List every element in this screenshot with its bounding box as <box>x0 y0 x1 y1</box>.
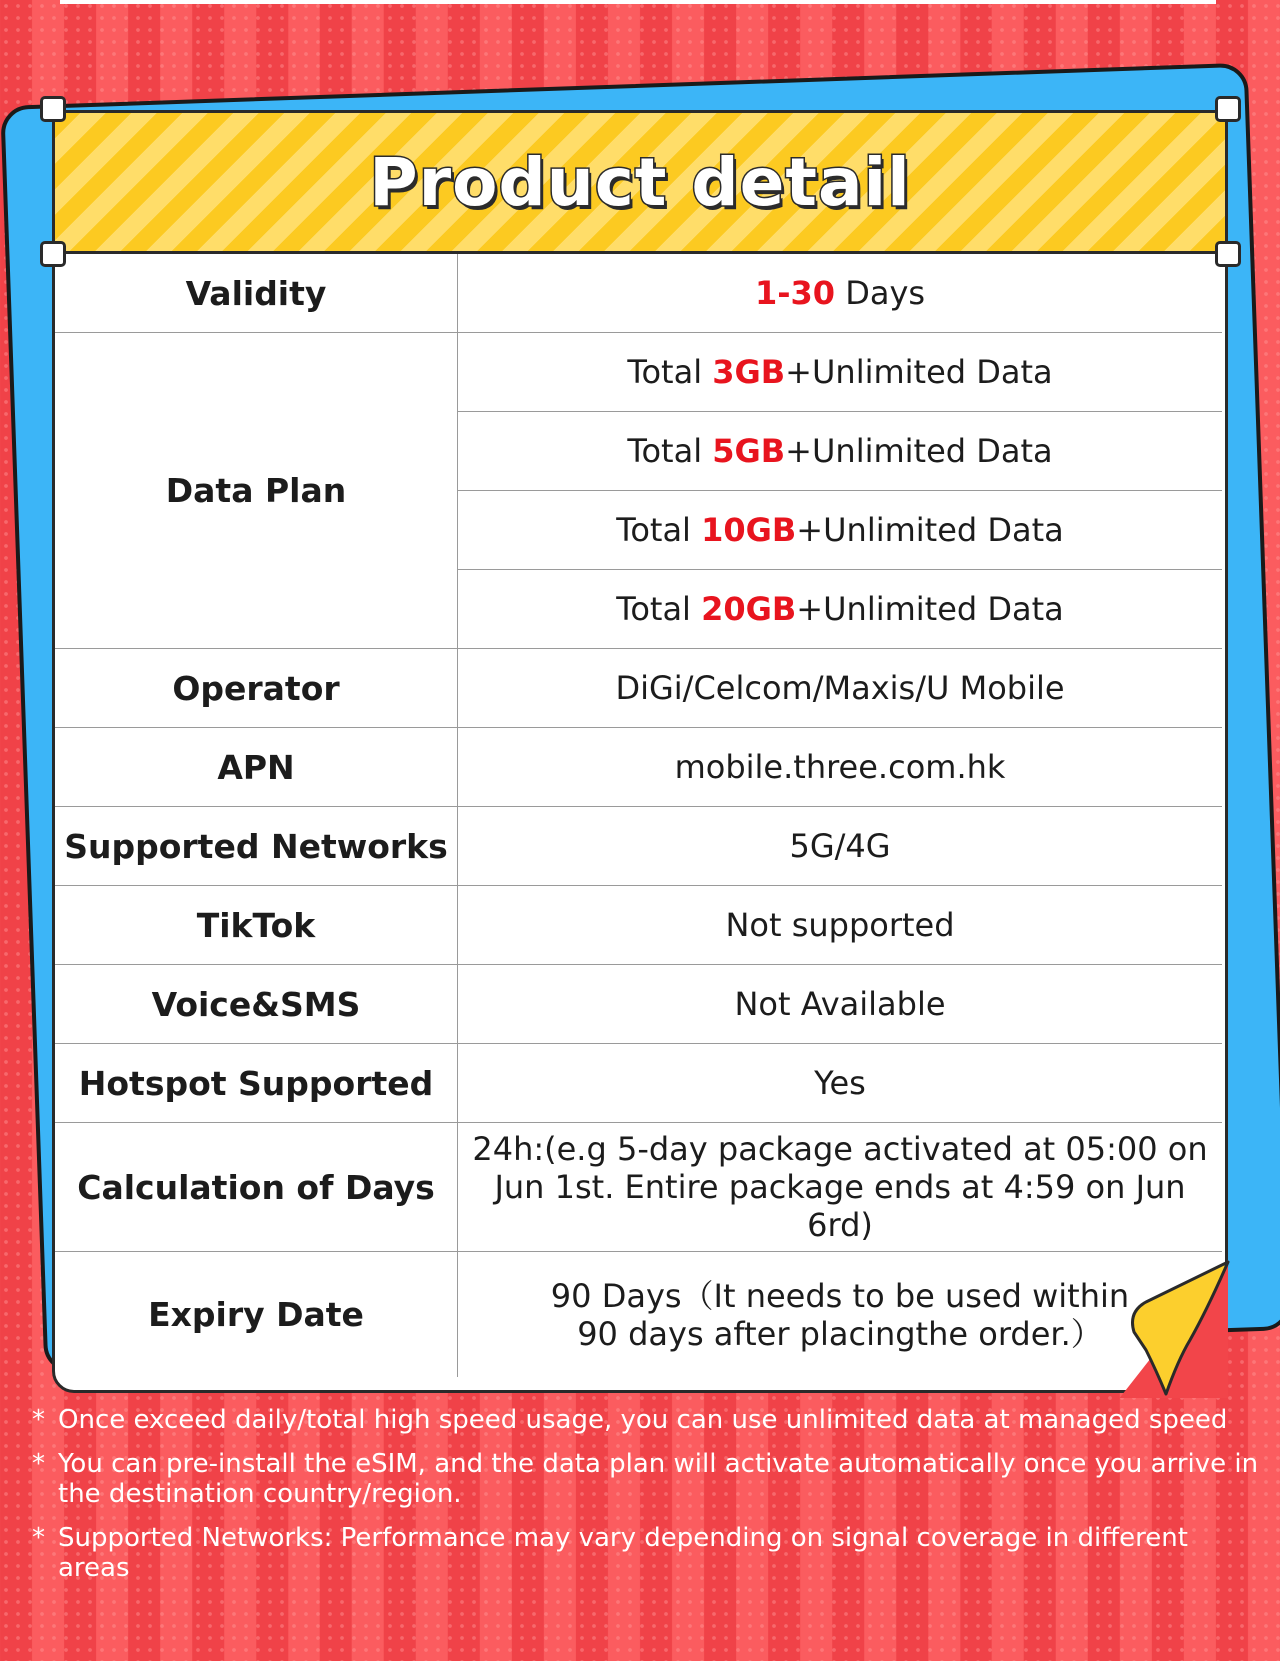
row-label: Calculation of Days <box>55 1123 458 1252</box>
row-label: Validity <box>55 254 458 333</box>
plan-amount: 3GB <box>712 353 786 391</box>
plan-amount: 20GB <box>701 590 797 628</box>
asterisk: * <box>32 1523 45 1553</box>
table-row <box>55 649 1222 728</box>
product-detail-table <box>55 254 1222 1377</box>
row-value: DiGi/Celcom/Maxis/U Mobile <box>458 649 1223 728</box>
plan-suffix: +Unlimited Data <box>796 511 1064 549</box>
validity-range: 1-30 <box>754 274 836 312</box>
row-value: Yes <box>458 1044 1223 1123</box>
footnote <box>32 1449 1264 1509</box>
top-divider <box>60 0 1216 4</box>
row-value <box>458 1123 1223 1252</box>
plan-amount: 5GB <box>712 432 786 470</box>
footnote-text: Once exceed daily/total high speed usage, you can use unlimited data at managed speed <box>58 1405 1228 1435</box>
plan-prefix: Total <box>627 432 713 470</box>
plan-prefix: Total <box>627 353 713 391</box>
value-line: 90 days after placingthe order.） <box>577 1314 1103 1353</box>
page-title: Product detail <box>369 143 911 221</box>
data-plan-option <box>458 491 1223 570</box>
plan-prefix: Total <box>616 590 702 628</box>
row-label: Hotspot Supported <box>55 1044 458 1123</box>
row-label: TikTok <box>55 886 458 965</box>
row-label: Operator <box>55 649 458 728</box>
plan-suffix: +Unlimited Data <box>796 590 1064 628</box>
footnote-text: You can pre-install the eSIM, and the data plan will activate automatically once you arrive in the destination country/region. <box>58 1449 1259 1509</box>
table-row <box>55 1252 1222 1378</box>
table-row <box>55 1123 1222 1252</box>
table-row <box>55 333 1222 412</box>
plan-amount: 10GB <box>701 511 797 549</box>
footnote-text: Supported Networks: Performance may vary depending on signal coverage in different areas <box>58 1523 1188 1583</box>
value-line: 24h:(e.g 5-day package activated at 05:00 on <box>472 1130 1208 1168</box>
data-plan-option <box>458 412 1223 491</box>
row-label: Expiry Date <box>55 1252 458 1378</box>
table-row <box>55 886 1222 965</box>
row-value: Not Available <box>458 965 1223 1044</box>
row-value <box>458 254 1223 333</box>
table-row <box>55 254 1222 333</box>
corner-handle-top-right <box>1215 96 1241 122</box>
data-plan-option <box>458 333 1223 412</box>
row-value: mobile.three.com.hk <box>458 728 1223 807</box>
footnote <box>32 1405 1264 1435</box>
table-row <box>55 728 1222 807</box>
value-line: 90 Days（It needs to be used within <box>550 1276 1130 1315</box>
row-value: 5G/4G <box>458 807 1223 886</box>
footnote <box>32 1523 1264 1583</box>
value-line: Jun 1st. Entire package ends at 4:59 on Jun 6rd) <box>494 1168 1186 1244</box>
validity-unit: Days <box>835 274 926 312</box>
table-row <box>55 965 1222 1044</box>
row-label: Voice&SMS <box>55 965 458 1044</box>
row-label: Data Plan <box>55 333 458 649</box>
row-label: APN <box>55 728 458 807</box>
row-label: Supported Networks <box>55 807 458 886</box>
table-row <box>55 1044 1222 1123</box>
title-banner <box>52 110 1228 254</box>
plan-suffix: +Unlimited Data <box>785 353 1053 391</box>
page-curl-decoration <box>1118 1260 1248 1398</box>
table-row <box>55 807 1222 886</box>
row-value <box>458 1252 1223 1378</box>
asterisk: * <box>32 1449 45 1479</box>
corner-handle-top-left <box>40 96 66 122</box>
footnotes <box>32 1405 1264 1597</box>
row-value: Not supported <box>458 886 1223 965</box>
data-plan-option <box>458 570 1223 649</box>
plan-prefix: Total <box>616 511 702 549</box>
asterisk: * <box>32 1405 45 1435</box>
plan-suffix: +Unlimited Data <box>785 432 1053 470</box>
